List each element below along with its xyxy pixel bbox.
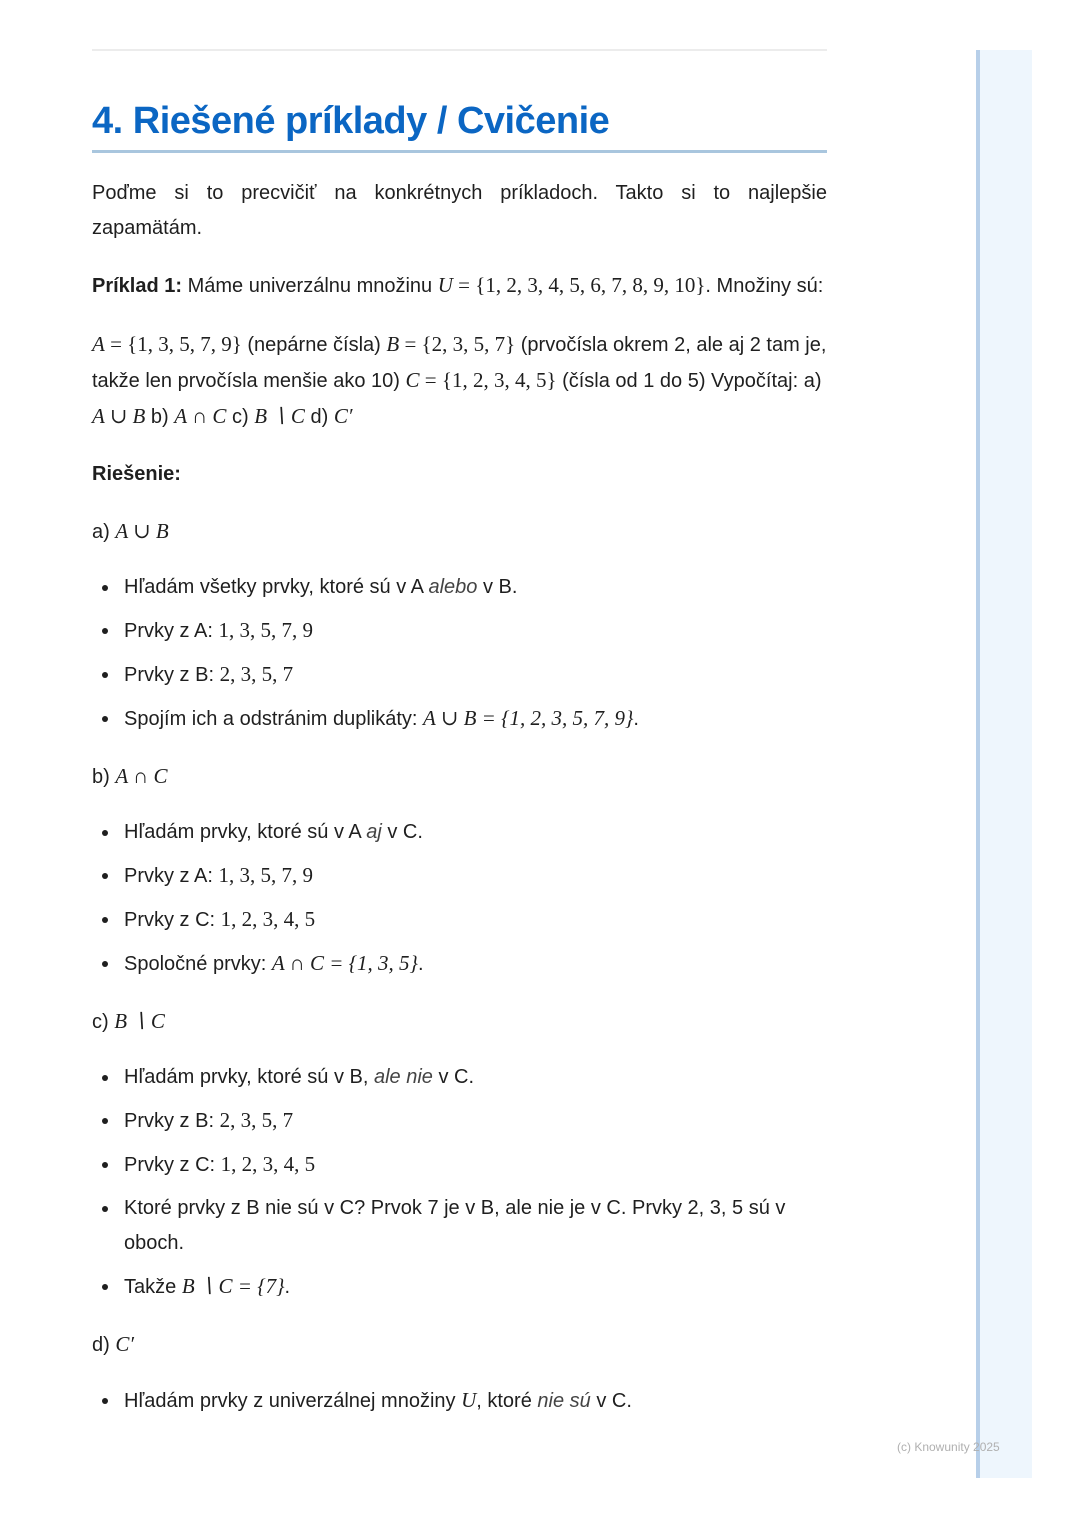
bullet-text: Spojím ich a odstránim duplikáty: bbox=[124, 708, 424, 730]
list-item bbox=[92, 657, 827, 693]
list-item bbox=[92, 946, 827, 982]
bullet-text: Spoločné prvky: bbox=[124, 953, 272, 975]
section-heading: 4. Riešené príklady / Cvičenie bbox=[92, 96, 827, 153]
bullet-text: Prvky z A: bbox=[124, 620, 219, 642]
task-c-expr: B ∖ C bbox=[254, 404, 305, 428]
bullet-math: A ∪ B = {1, 2, 3, 5, 7, 9} bbox=[423, 706, 634, 730]
part-b-expr: A ∩ C bbox=[115, 764, 168, 788]
list-item bbox=[92, 1191, 827, 1261]
math-var-u: U bbox=[437, 273, 453, 297]
part-c-list bbox=[92, 1060, 827, 1305]
bullet-text-end: . bbox=[633, 708, 639, 730]
bullet-math: 2, 3, 5, 7 bbox=[219, 662, 294, 686]
part-b-heading bbox=[92, 759, 827, 795]
task-a-label: a) bbox=[803, 370, 822, 392]
bullet-text-end: . bbox=[417, 953, 424, 975]
intro-paragraph: Poďme si to precvičiť na konkrétnych príkladoch. Takto si to najlepšie zapamätám. bbox=[92, 182, 827, 239]
list-item bbox=[92, 902, 827, 938]
bullet-text: Ktoré prvky z B nie sú v C? Prvok 7 je v B, ale nie je v C. Prvky 2, 3, 5 sú v oboch. bbox=[124, 1197, 786, 1254]
bullet-emphasis: ale nie bbox=[373, 1066, 433, 1088]
bullet-text-end: v B. bbox=[477, 576, 518, 598]
part-a-list bbox=[92, 570, 827, 737]
task-b-label: b) bbox=[145, 406, 175, 428]
bullet-math: 1, 2, 3, 4, 5 bbox=[220, 1152, 316, 1176]
side-panel bbox=[976, 50, 1032, 1478]
set-c-math bbox=[406, 368, 557, 392]
solution-label: Riešenie: bbox=[92, 463, 181, 485]
part-a-expr: A ∪ B bbox=[115, 519, 169, 543]
example-text-after: . Množiny sú: bbox=[705, 275, 824, 297]
part-b-list bbox=[92, 815, 827, 982]
list-item bbox=[92, 570, 827, 605]
bullet-math: 1, 2, 3, 4, 5 bbox=[220, 907, 316, 931]
bullet-emphasis: nie sú bbox=[537, 1390, 591, 1412]
list-item bbox=[92, 1060, 827, 1095]
math-set-a: = {1, 3, 5, 7, 9} bbox=[104, 332, 242, 356]
set-a-math bbox=[92, 332, 242, 356]
list-item bbox=[92, 613, 827, 649]
sets-paragraph bbox=[92, 327, 827, 435]
bullet-text-mid: , ktoré bbox=[476, 1390, 538, 1412]
example-text: Máme univerzálnu množinu bbox=[182, 275, 438, 297]
example-label: Príklad 1: bbox=[92, 275, 183, 297]
task-d-label: d) bbox=[304, 406, 334, 428]
example-1-paragraph bbox=[92, 268, 827, 304]
part-d-list bbox=[92, 1383, 827, 1419]
universal-set-math bbox=[438, 273, 706, 297]
bullet-math: 1, 3, 5, 7, 9 bbox=[218, 618, 313, 642]
math-set-u: = {1, 2, 3, 4, 5, 6, 7, 8, 9, 10} bbox=[452, 273, 706, 297]
bullet-text: Takže bbox=[124, 1276, 182, 1298]
math-set-c: = {1, 2, 3, 4, 5} bbox=[419, 368, 557, 392]
bullet-math: 1, 3, 5, 7, 9 bbox=[218, 863, 313, 887]
set-b-math bbox=[386, 332, 515, 356]
bullet-emphasis: aj bbox=[366, 821, 382, 843]
bullet-text-end: v C. bbox=[590, 1390, 632, 1412]
bullet-text-end: v C. bbox=[381, 821, 423, 843]
top-divider bbox=[92, 49, 827, 51]
bullet-math: A ∩ C = {1, 3, 5} bbox=[271, 951, 418, 975]
bullet-math: U bbox=[461, 1388, 477, 1412]
list-item bbox=[92, 1147, 827, 1183]
math-var-b: B bbox=[386, 332, 400, 356]
part-b-label: b) bbox=[92, 766, 116, 788]
part-d-expr: C′ bbox=[115, 1332, 134, 1356]
bullet-text: Prvky z A: bbox=[124, 865, 219, 887]
bullet-text: Prvky z B: bbox=[124, 664, 220, 686]
bullet-text: Prvky z C: bbox=[124, 1154, 221, 1176]
math-set-b: = {2, 3, 5, 7} bbox=[399, 332, 516, 356]
set-b-note: (prvočísla okrem 2, ale aj 2 tam je, takže len prvočísla menšie ako 10) bbox=[92, 334, 827, 392]
list-item bbox=[92, 815, 827, 850]
part-d-label: d) bbox=[92, 1334, 116, 1356]
part-c-heading bbox=[92, 1004, 827, 1040]
math-var-a: A bbox=[92, 332, 105, 356]
part-c-expr: B ∖ C bbox=[114, 1009, 165, 1033]
list-item bbox=[92, 701, 827, 737]
set-a-note: (nepárne čísla) bbox=[241, 334, 387, 356]
task-d-expr: C′ bbox=[333, 404, 353, 428]
bullet-text: Prvky z B: bbox=[124, 1110, 220, 1132]
task-b-expr: A ∩ C bbox=[174, 404, 227, 428]
bullet-emphasis: alebo bbox=[428, 576, 478, 598]
bullet-text-end: v C. bbox=[432, 1066, 475, 1088]
list-item bbox=[92, 1383, 827, 1419]
part-a-heading bbox=[92, 514, 827, 550]
copyright-footer: (c) Knowunity 2025 bbox=[897, 1440, 1000, 1454]
list-item bbox=[92, 858, 827, 894]
bullet-text: Hľadám prvky z univerzálnej množiny bbox=[124, 1390, 462, 1412]
bullet-text: Hľadám prvky, ktoré sú v A bbox=[124, 821, 367, 843]
part-a-label: a) bbox=[92, 521, 116, 543]
bullet-text: Hľadám prvky, ktoré sú v B, bbox=[124, 1066, 374, 1088]
bullet-math: B ∖ C = {7} bbox=[181, 1274, 285, 1298]
set-c-note: (čísla od 1 do 5) Vypočítaj: bbox=[556, 370, 804, 392]
list-item bbox=[92, 1269, 827, 1305]
task-a-expr: A ∪ B bbox=[92, 404, 146, 428]
bullet-math: 2, 3, 5, 7 bbox=[219, 1108, 294, 1132]
part-c-label: c) bbox=[92, 1011, 115, 1033]
part-d-heading bbox=[92, 1327, 827, 1363]
list-item bbox=[92, 1103, 827, 1139]
math-var-c: C bbox=[405, 368, 420, 392]
bullet-text-end: . bbox=[284, 1276, 291, 1298]
bullet-text: Prvky z C: bbox=[124, 909, 221, 931]
task-c-label: c) bbox=[226, 406, 255, 428]
document-content bbox=[92, 96, 827, 1427]
bullet-text: Hľadám všetky prvky, ktoré sú v A bbox=[124, 576, 429, 598]
